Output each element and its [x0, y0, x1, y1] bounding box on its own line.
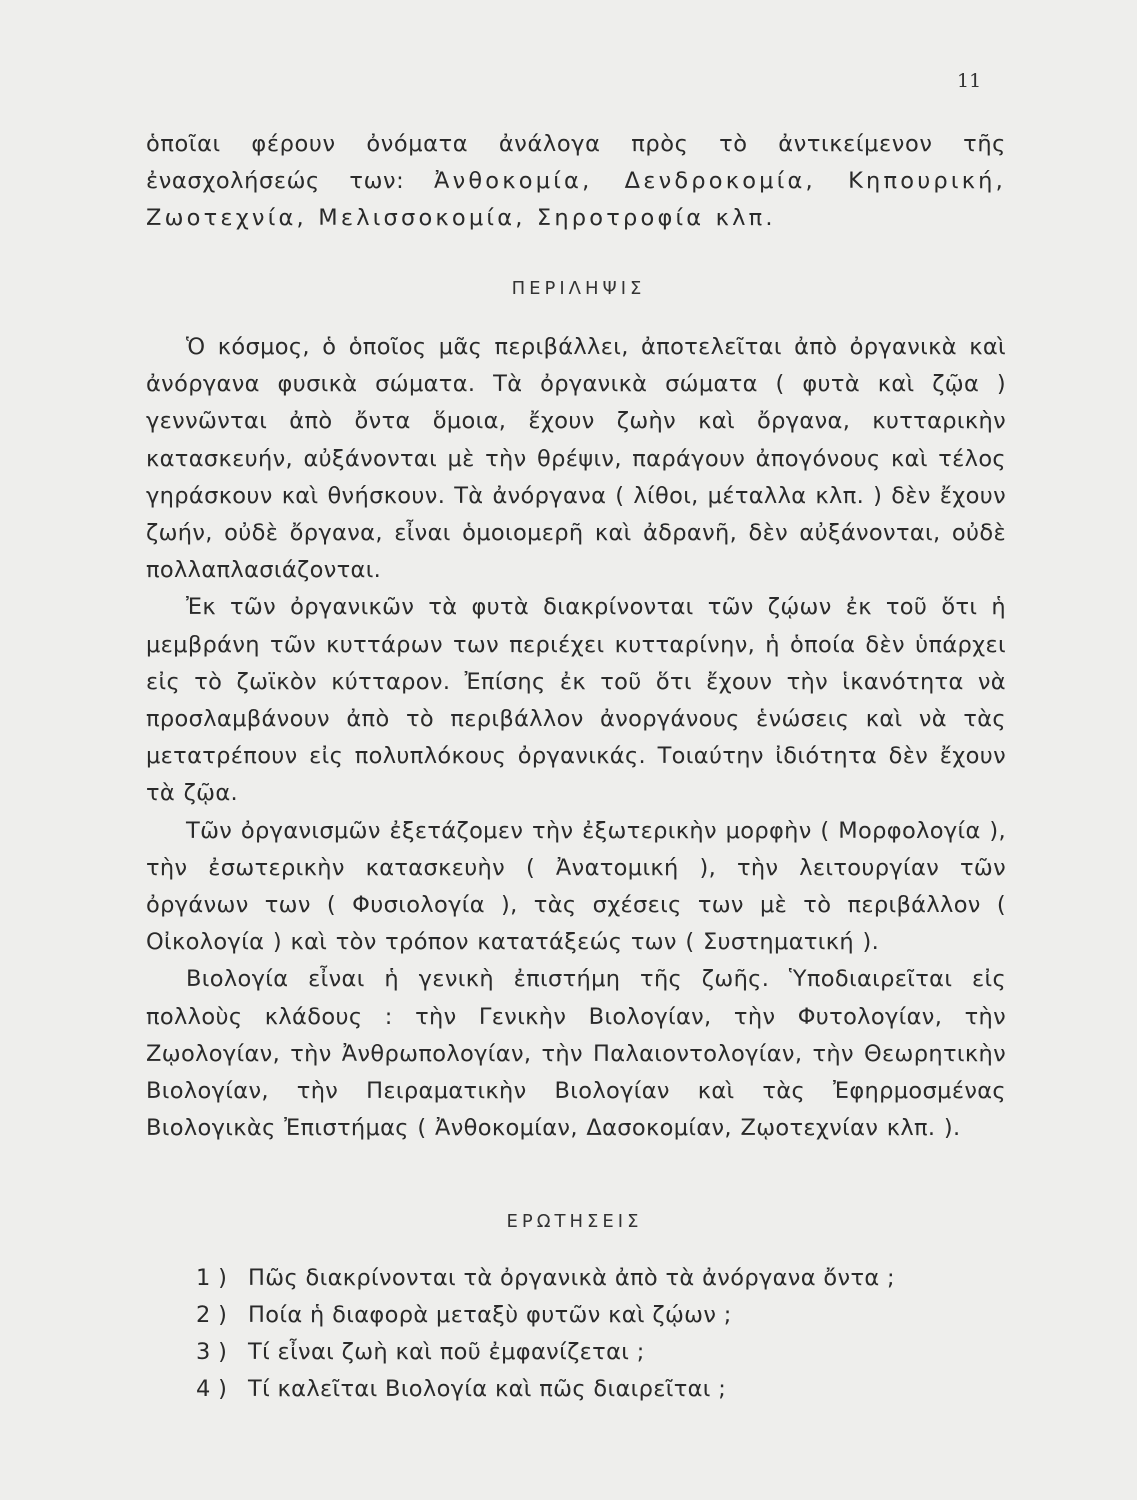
summary-paragraph: Ἐκ τῶν ὀργανικῶν τὰ φυτὰ διακρίνονται τῶν ζῴων ἐκ τοῦ ὅτι ἡ μεμβράνη τῶν κυττάρων των περιέχει κυτταρίνην, ἡ ὁποία δὲν ὑπάρχει εἰς τὸ ζωϊκὸν κύτταρον. Ἐπίσης ἐκ τοῦ ὅτι ἔχουν τὴν ἱκανότητα νὰ προσλαμβάνουν ἀπὸ τὸ περιβάλλον ἀνοργάνους ἑνώσεις καὶ νὰ τὰς μετατρέπουν εἰς πολυπλόκους ὀργανικάς. Τοιαύτην ἰδιότητα δὲν ἔχουν τὰ ζῷα.: [146, 594, 1006, 807]
question-text: Τί καλεῖται Βιολογία καὶ πῶς διαιρεῖται ;: [248, 1376, 727, 1402]
intro-text: [146, 126, 1006, 238]
intro-paragraph: [146, 126, 1006, 238]
question-number: 4 ): [196, 1376, 228, 1402]
summary-paragraph: Βιολογία εἶναι ἡ γενικὴ ἐπιστήμη τῆς ζωῆς. Ὑποδιαιρεῖται εἰς πολλοὺς κλάδους : τὴν Γενικὴν Βιολογίαν, τὴν Φυτολογίαν, τὴν Ζῳολογίαν, τὴν Ἀνθρωπολογίαν, τὴν Παλαιοντολογίαν, τὴν Θεωρητικὴν Βιολογίαν, τὴν Πειραματικὴν Βιολογίαν καὶ τὰς Ἐφηρμοσμένας Βιολογικὰς Ἐπιστήμας ( Ἀνθοκομίαν, Δασοκομίαν, Ζῳοτεχνίαν κλπ. ).: [146, 966, 1006, 1142]
question-item: [196, 1297, 895, 1334]
summary-paragraph: Τῶν ὀργανισμῶν ἐξετάζομεν τὴν ἐξωτερικὴν μορφὴν ( Μορφολογία ), τὴν ἐσωτερικὴν κατασκευὴν ( Ἀνατομική ), τὴν λειτουργίαν τῶν ὀργάνων των ( Φυσιολογία ), τὰς σχέσεις των μὲ τὸ περιβάλλον ( Οἰκολογία ) καὶ τὸν τρόπον κατατάξεώς των ( Συστηματική ).: [146, 817, 1006, 956]
question-text: Ποία ἡ διαφορὰ μεταξὺ φυτῶν καὶ ζῴων ;: [248, 1302, 732, 1328]
summary-section: [146, 329, 1006, 1147]
question-text: Πῶς διακρίνονται τὰ ὀργανικὰ ἀπὸ τὰ ἀνόργανα ὄντα ;: [248, 1265, 895, 1291]
question-number: 3 ): [196, 1339, 228, 1365]
questions-list: [196, 1260, 895, 1408]
question-item: [196, 1260, 895, 1297]
questions-heading: ΕΡΩΤΗΣΕΙΣ: [506, 1211, 643, 1232]
page-number: 11: [957, 70, 982, 92]
summary-paragraph: Ὁ κόσμος, ὁ ὁποῖος μᾶς περιβάλλει, ἀποτελεῖται ἀπὸ ὀργανικὰ καὶ ἀνόργανα φυσικὰ σώματα. Τὰ ὀργανικὰ σώματα ( φυτὰ καὶ ζῷα ) γεννῶνται ἀπὸ ὄντα ὅμοια, ἔχουν ζωὴν καὶ ὄργανα, κυτταρικὴν κατασκευήν, αὐξάνονται μὲ τὴν θρέψιν, παράγουν ἀπογόνους καὶ τέλος γηράσκουν καὶ θνήσκουν. Τὰ ἀνόργανα ( λίθοι, μέταλλα κλπ. ) δὲν ἔχουν ζωήν, οὐδὲ ὄργανα, εἶναι ὁμοιομερῆ καὶ ἀδρανῆ, δὲν αὐξάνονται, οὐδὲ πολλαπλασιάζονται.: [146, 334, 1006, 584]
summary-heading: ΠΕΡΙΛΗΨΙΣ: [511, 278, 646, 299]
intro-terms: Ἀνθοκομία, Δενδροκομία, Κηπουρική, Ζωοτεχνία, Μελισσοκομία, Σηροτροφία κλπ.: [146, 168, 1006, 232]
question-item: [196, 1371, 895, 1408]
question-number: 2 ): [196, 1302, 228, 1328]
intro-lead: ὁποῖαι φέρουν ὀνόματα ἀνάλογα πρὸς τὸ ἀντικείμενον τῆς ἐνασχολήσεώς των:: [146, 131, 1006, 195]
question-number: 1 ): [196, 1265, 228, 1291]
question-item: [196, 1334, 895, 1371]
question-text: Τί εἶναι ζωὴ καὶ ποῦ ἐμφανίζεται ;: [248, 1339, 645, 1365]
